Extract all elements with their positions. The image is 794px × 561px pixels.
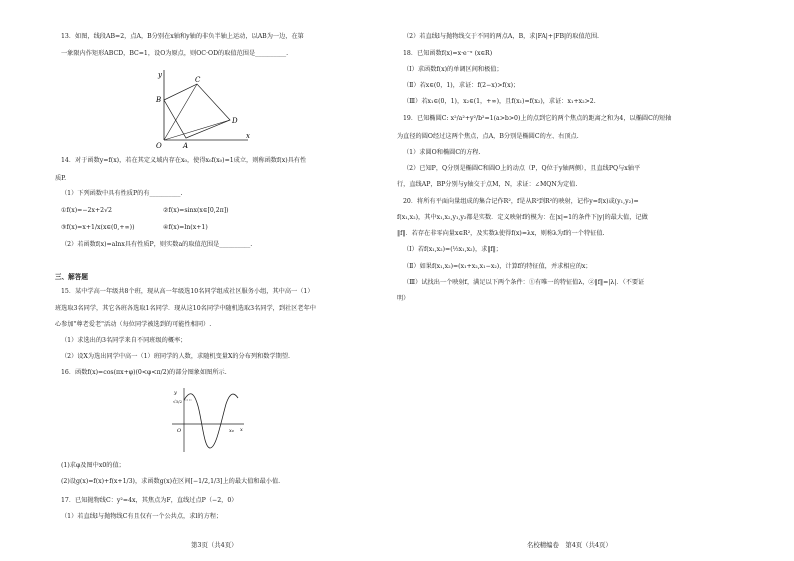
page-footer-left: 第3页（共4页）	[191, 541, 238, 549]
q18-part1: （Ⅰ）求函数f(x)的单调区间和极值；	[403, 66, 503, 73]
q14-text-cont: 质P.	[55, 175, 67, 182]
fig2-label-x0: x₀	[229, 428, 234, 434]
q15-line2: 班选取3名同学，其它各班各选取1名同学．现从这10名同学中随机选取3名同学，到社区老年中	[55, 305, 316, 312]
q19-line2: 为直径的圆O经过这两个焦点，点A，B分别是椭圆C的左、右顶点.	[397, 133, 579, 140]
q16-part2: (2)设g(x)=f(x)+f(x+1/3)，求函数g(x)在区间[−1/2,1/3]上的最大值和最小值.	[61, 478, 281, 485]
fig2-label-O: O	[177, 428, 182, 434]
q15-part1: （1）求选出的3名同学来自不同班级的概率；	[61, 337, 187, 344]
q20-part3: （Ⅲ）试找出一个映射f，满足以下两个条件：①有唯一的特征值λ，②‖f‖=|λ|．（不要证	[403, 279, 645, 286]
q13-text-cont: 一象限内作矩形ABCD，BC=1，设O为原点，则OC·OD的取值范围是__________.	[61, 50, 289, 57]
q17-text: 17．已知抛物线C：y²=4x，其焦点为F，直线过点P（−2，0）	[61, 497, 238, 504]
fig1-label-A: A	[183, 142, 189, 150]
q14-option-4: ④f(x)=ln(x+1)	[163, 224, 208, 231]
fig1-label-x: x	[246, 132, 250, 140]
q18-text: 18．已知函数f(x)=x·e⁻ˣ (x∈R)	[403, 50, 493, 57]
q19-part2: （2）已知P，Q分别是椭圆C和圆O上的动点（P，Q位于y轴两侧），且直线PQ与x轴平	[403, 165, 641, 172]
q16-text: 16．函数f(x)=cos(πx+φ)(0<φ<π/2)的部分图象如图所示.	[61, 369, 227, 376]
q14-text: 14．对于函数y=f(x)，若在其定义域内存在x₀，使得x₀f(x₀)=1成立，则称函数f(x)具有性	[61, 157, 307, 164]
section-heading: 三、解答题	[55, 273, 88, 281]
q17-part1: （1）若直线l与抛物线C有且仅有一个公共点，求l的方程；	[61, 513, 223, 520]
fig2-label-y: y	[174, 390, 177, 396]
q14-option-3: ③f(x)=x+1/x(x∈(0,+∞))	[61, 224, 135, 231]
fig1-label-y: y	[158, 71, 162, 79]
q20-line3: ‖f‖．若存在非零向量x∈R²，及实数λ使得f(x)=λx，则称λ为f的一个特征值.	[397, 230, 605, 237]
q15-part2: （2）设X为选出同学中高一（1）班同学的人数，求随机变量X的分布列和数学期望.	[61, 353, 291, 360]
fig2-label-x: x	[240, 427, 243, 433]
page-footer-right: 名校精编卷 第4页（共4页）	[527, 541, 612, 549]
q17-part2: （2）若直线l与抛物线交于不同的两点A，B，求|FA|+|FB|的取值范围.	[403, 33, 599, 40]
figure-cosine-graph	[168, 386, 248, 454]
q14-option-2: ②f(x)=sinx(x∈[0,2π])	[163, 207, 229, 214]
q20-text: 20．将所有平面向量组成的集合记作R²，f是从R²到R²的映射，记作y=f(x)或(y₁,y₂)=	[403, 198, 639, 205]
figure-rectangle	[150, 68, 260, 150]
fig1-label-B: B	[156, 96, 162, 104]
q15-line1: 15．某中学高一年级共8个班，现从高一年级选10名同学组成社区服务小组，其中高一（1）	[61, 288, 314, 295]
q15-line3: 心参加"尊老爱老"活动（每位同学被选到的可能性相同）.	[55, 321, 212, 328]
q20-part2: （Ⅱ）如果f(x₁,x₂)=(x₁+x₂,x₁−x₂)，计算f的特征值，并求相应的x；	[403, 263, 592, 270]
fig1-label-D: D	[232, 117, 238, 125]
q14-part1: （1）下列函数中具有性质P的有__________.	[61, 190, 183, 197]
q19-text: 19．已知椭圆C: x²/a²+y²/b²=1(a>b>0)上的点到它的两个焦点的距离之和为4，以椭圆C的短轴	[403, 115, 672, 122]
q20-line2: f(x₁,x₂)，其中x₁,x₂,y₁,y₂都是实数．定义映射f的模为：在|x|=1的条件下|y|的最大值，记做	[397, 214, 648, 221]
q18-part2: （Ⅱ）若x∈(0，1)，求证：f(2−x)>f(x)；	[403, 82, 520, 89]
q19-part2-cont: 行，直线AP，BP分别与y轴交于点M，N，求证：∠MQN为定值.	[397, 181, 578, 188]
q13-text: 13．如图，线段AB=2，点A，B分别在x轴和y轴的非负半轴上运动，以AB为一边，在第	[61, 33, 304, 40]
q18-part3: （Ⅲ）若x₁∈(0，1)，x₂∈(1，+∞)，且f(x₁)=f(x₂)，求证：x₁+x₂>2.	[403, 98, 596, 105]
fig2-label-sqrt3-2: √3/2	[173, 399, 182, 404]
fig1-label-O: O	[156, 142, 162, 150]
q19-part1: （1）求圆O和椭圆C的方程.	[403, 149, 481, 156]
q20-part3-cont: 明）	[397, 295, 410, 302]
q14-option-1: ①f(x)=−2x+2√2	[61, 207, 112, 214]
fig1-label-C: C	[195, 76, 201, 84]
q14-part2: （2）若函数f(x)=alnx具有性质P，则实数a的取值范围是__________.	[61, 241, 253, 248]
q20-part1: （Ⅰ）若f(x₁,x₂)=(½x₁,x₂)，求‖f‖；	[403, 246, 502, 253]
q16-part1: (1)求φ及图中x0的值；	[61, 462, 125, 469]
